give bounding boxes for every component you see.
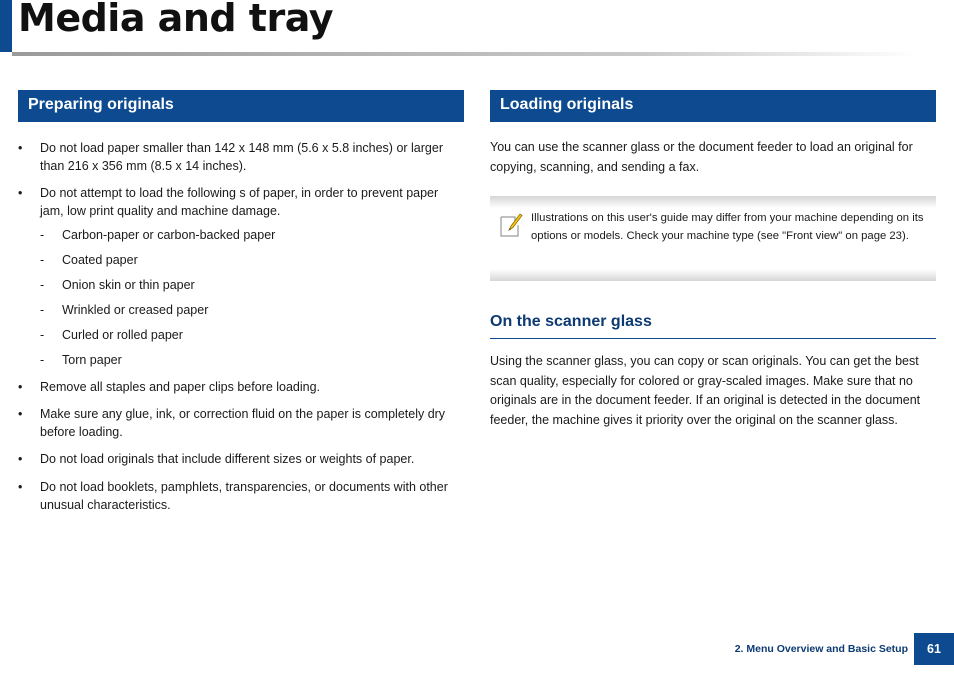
sub-list-item: - Curled or rolled paper (40, 326, 464, 344)
preparing-originals-list (18, 139, 464, 514)
list-item-text: • Make sure any glue, ink, or correction fluid on the paper is completely dry before loading. (40, 407, 446, 439)
list-item-text: • Do not load originals that include different sizes or weights of paper. (40, 452, 415, 466)
note-pencil-icon (498, 212, 524, 240)
list-item (18, 184, 464, 369)
loading-originals-section (490, 90, 936, 450)
sub-list-item: - Torn paper (40, 351, 464, 369)
list-item (18, 139, 464, 175)
page-number: 61 (914, 633, 954, 665)
title-divider (12, 52, 917, 56)
sub-list-item: - Coated paper (40, 251, 464, 269)
sub-list-item: - Wrinkled or creased paper (40, 301, 464, 319)
sub-list-item: - Carbon-paper or carbon-backed paper (40, 226, 464, 244)
preparing-originals-section (18, 90, 464, 514)
loading-originals-intro: You can use the scanner glass or the document feeder to load an original for copying, scanning, and sending a fax. (490, 140, 913, 174)
title-accent-bar (0, 0, 12, 52)
sub-list-item: - Onion skin or thin paper (40, 276, 464, 294)
footer-section-label: 2. Menu Overview and Basic Setup (734, 643, 908, 655)
section-header-preparing-originals: Preparing originals (18, 90, 464, 122)
list-item (18, 450, 464, 468)
list-item (18, 378, 464, 396)
list-item-text: • Do not attempt to load the following s of paper, in order to prevent paper jam, low print quality and machine damage. (40, 186, 439, 218)
list-item-text: • Do not load booklets, pamphlets, transparencies, or documents with other unusual characteristics. (40, 480, 448, 512)
list-item (18, 478, 464, 514)
note-box (490, 196, 936, 281)
page-title: Media and tray (18, 0, 333, 40)
list-item (18, 405, 464, 441)
scanner-glass-paragraph: Using the scanner glass, you can copy or scan originals. You can get the best scan quality, especially for colored or gray-scaled images. Make sure that no originals are in the document feeder. If an original is detected in the document feeder, the machine gives it priority over the original on the scanner glass. (490, 354, 921, 427)
list-item-text: • Do not load paper smaller than 142 x 148 mm (5.6 x 5.8 inches) or larger than 216 x 356 mm (8.5 x 14 inches). (40, 141, 443, 173)
note-text: Illustrations on this user's guide may differ from your machine depending on its options or models. Check your machine type (see "Front view" on page 23). (531, 212, 924, 242)
list-item-text: • Remove all staples and paper clips before loading. (40, 380, 321, 394)
section-header-loading-originals: Loading originals (490, 90, 936, 122)
subheading-scanner-glass: On the scanner glass (490, 312, 936, 339)
paper-type-sublist (40, 226, 464, 369)
